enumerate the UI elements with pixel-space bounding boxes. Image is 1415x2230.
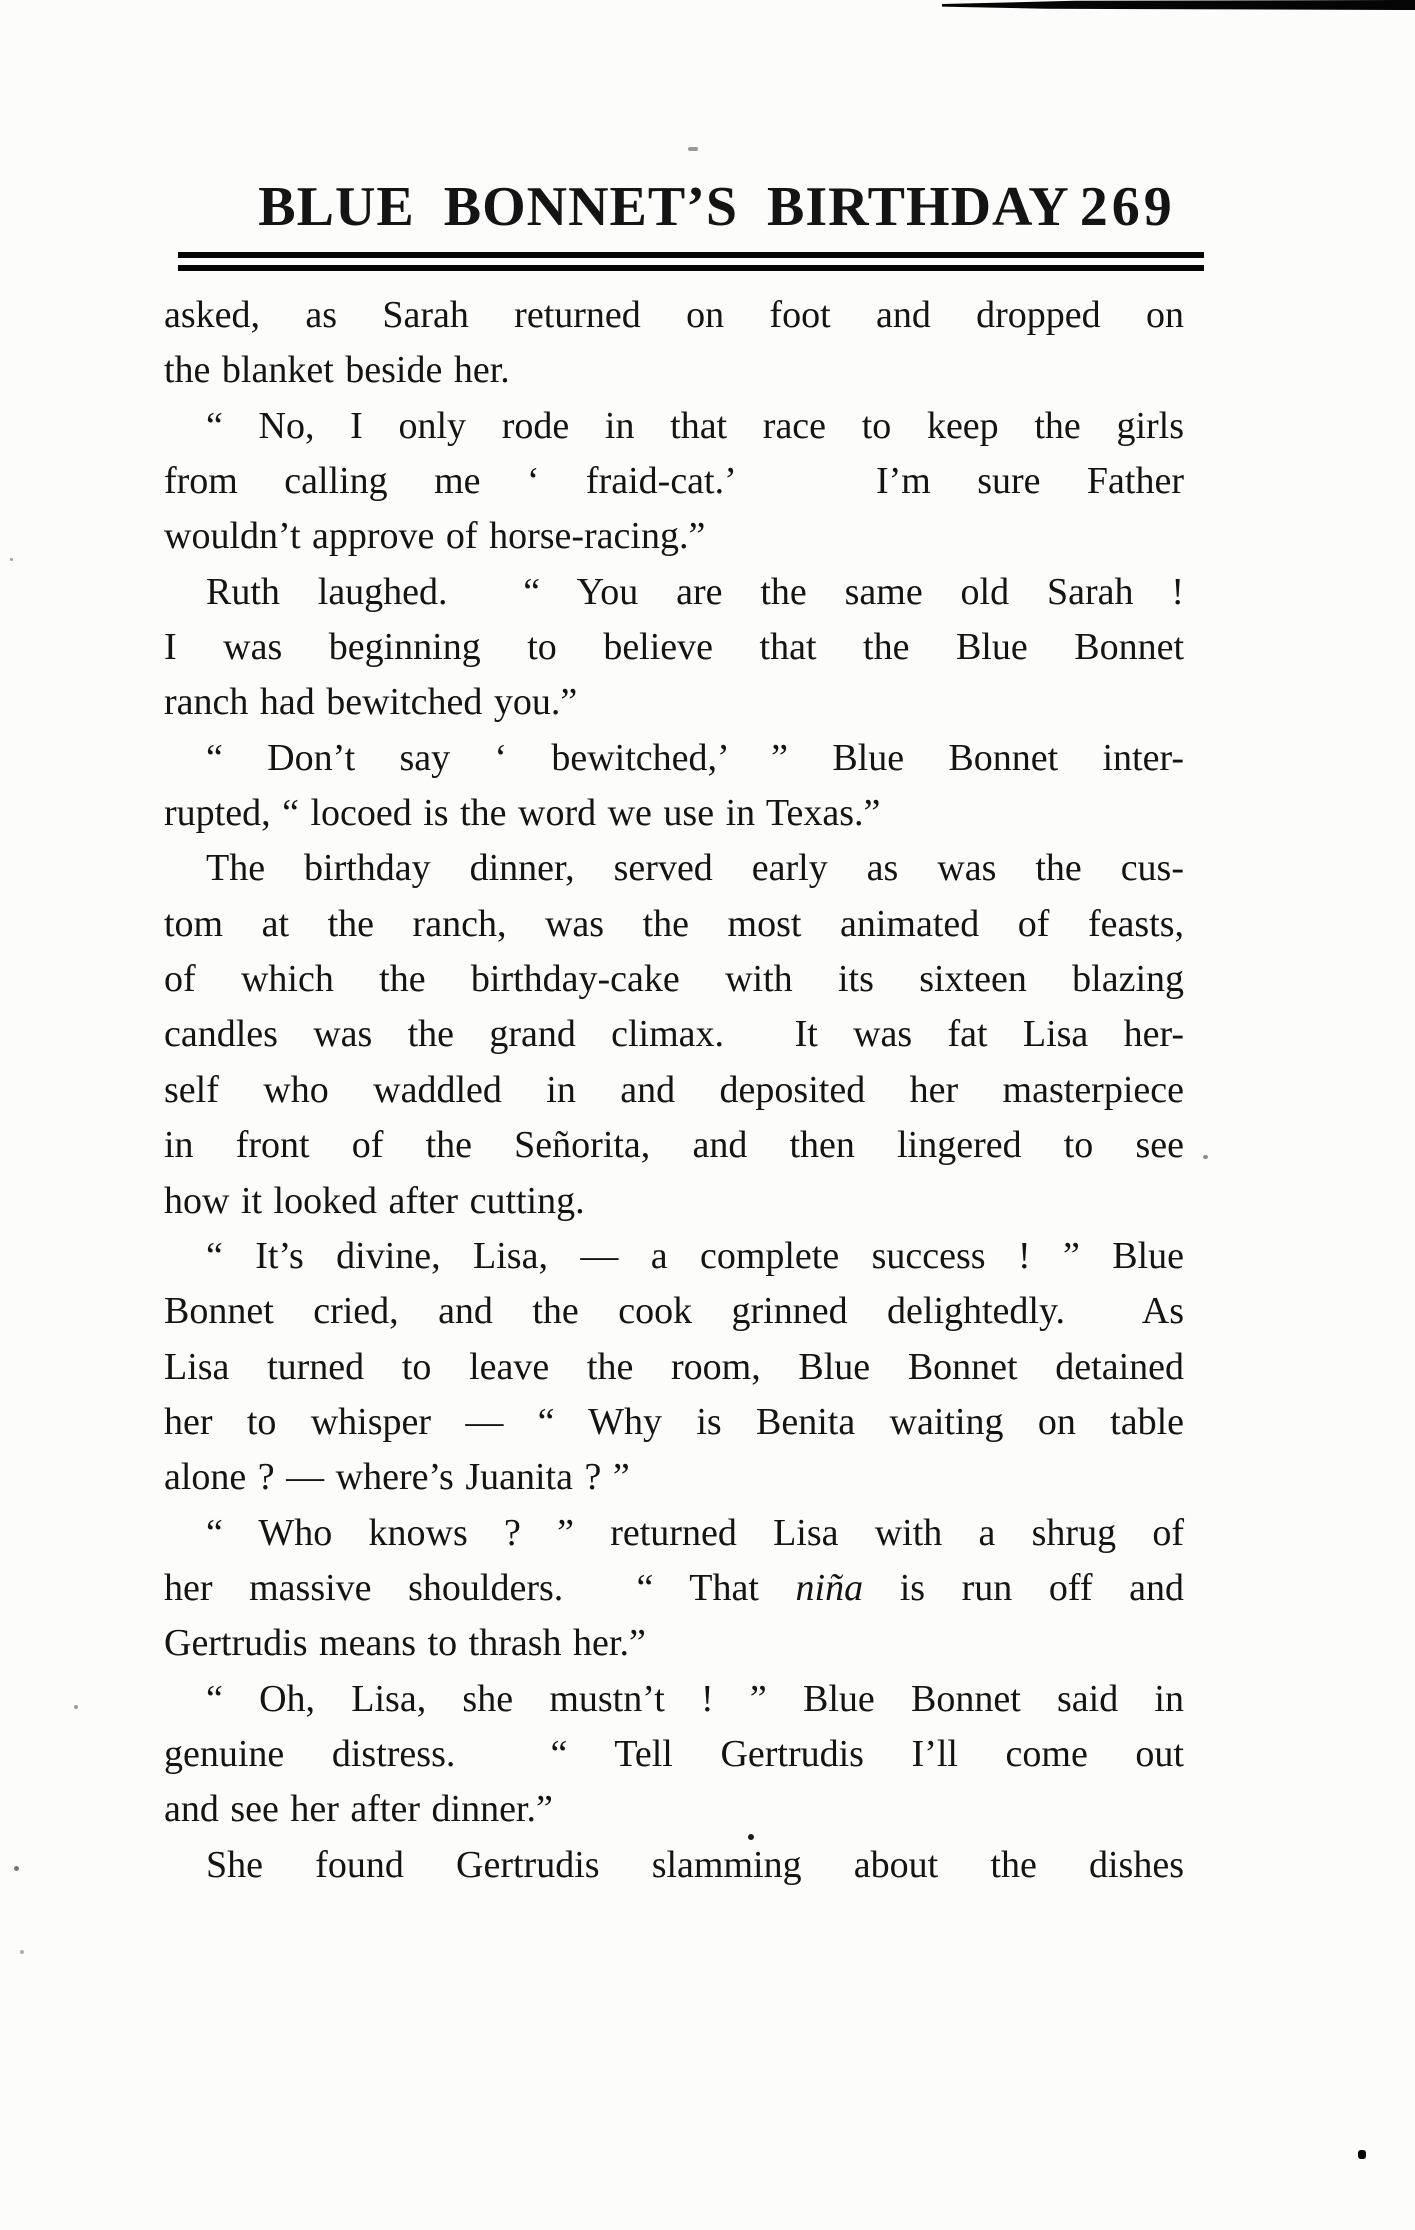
text-segment: her massive shoulders. “ That xyxy=(164,1566,796,1609)
text-line xyxy=(164,786,1184,841)
text-segment: tom at the ranch, was the most animated of feasts, xyxy=(164,902,1184,945)
text-segment: genuine distress. “ Tell Gertrudis I’ll come out xyxy=(164,1732,1184,1775)
scan-artifact-speck xyxy=(1358,2150,1366,2159)
text-segment: and see her after dinner.” xyxy=(164,1788,553,1831)
text-segment: “ Who knows ? ” returned Lisa with a shrug of xyxy=(206,1511,1184,1554)
text-line xyxy=(164,399,1184,454)
text-line xyxy=(164,1506,1184,1561)
text-segment: The birthday dinner, served early as was the cus- xyxy=(206,847,1184,890)
text-segment: Bonnet cried, and the cook grinned delightedly. As xyxy=(164,1290,1184,1333)
text-line xyxy=(164,1395,1184,1450)
text-segment: She found Gertrudis slamming about the dishes xyxy=(206,1843,1184,1886)
text-segment: is run off and xyxy=(863,1566,1184,1609)
page-number: 269 xyxy=(1079,176,1176,238)
text-line xyxy=(164,1063,1184,1118)
text-line xyxy=(164,565,1184,620)
text-segment: candles was the grand climax. It was fat Lisa her- xyxy=(164,1013,1184,1056)
text-block xyxy=(164,288,1184,1893)
text-line xyxy=(164,509,1184,564)
text-segment: ranch had bewitched you.” xyxy=(164,681,578,724)
text-segment: of which the birthday-cake with its sixteen blazing xyxy=(164,958,1184,1001)
scan-artifact-speck xyxy=(10,558,13,561)
text-segment: how it looked after cutting. xyxy=(164,1179,585,1222)
text-line xyxy=(164,1450,1184,1505)
scan-artifact-speck xyxy=(20,1950,24,1954)
scan-artifact-speck xyxy=(688,147,698,151)
text-line xyxy=(164,1229,1184,1284)
text-line xyxy=(164,343,1184,398)
scan-artifact-top-streak xyxy=(942,0,1415,10)
text-segment: alone ? — where’s Juanita ? ” xyxy=(164,1456,630,1499)
running-header xyxy=(164,176,1184,238)
text-line xyxy=(164,1561,1184,1616)
text-segment: rupted, “ locoed is the word we use in Texas.” xyxy=(164,792,881,835)
text-segment: from calling me ‘ fraid-cat.’ I’m sure Father xyxy=(164,460,1184,503)
text-line xyxy=(164,1284,1184,1339)
scan-artifact-speck xyxy=(1203,1155,1208,1159)
text-segment: the blanket beside her. xyxy=(164,349,510,392)
text-segment: I was beginning to believe that the Blue Bonnet xyxy=(164,626,1184,669)
chapter-title: BLUE BONNET’S BIRTHDAY xyxy=(258,176,1070,238)
scan-artifact-speck xyxy=(14,1866,19,1871)
text-segment: “ It’s divine, Lisa, — a complete success ! ” Blue xyxy=(206,1234,1184,1277)
text-line xyxy=(164,1340,1184,1395)
text-line xyxy=(164,454,1184,509)
text-segment: her to whisper — “ Why is Benita waiting on table xyxy=(164,1400,1184,1443)
scan-artifact-speck xyxy=(74,1705,78,1709)
italic-text: niña xyxy=(795,1566,864,1609)
text-segment: in front of the Señorita, and then lingered to see xyxy=(164,1124,1184,1167)
header-double-rule xyxy=(178,252,1204,271)
scan-artifact-speck xyxy=(748,1834,754,1840)
text-line xyxy=(164,841,1184,896)
text-line xyxy=(164,1838,1184,1893)
text-segment: Ruth laughed. “ You are the same old Sarah ! xyxy=(206,570,1184,613)
text-segment: “ Oh, Lisa, she mustn’t ! ” Blue Bonnet said in xyxy=(206,1677,1184,1720)
text-line xyxy=(164,731,1184,786)
text-line xyxy=(164,675,1184,730)
text-segment: wouldn’t approve of horse-racing.” xyxy=(164,515,706,558)
text-line xyxy=(164,1672,1184,1727)
text-line xyxy=(164,952,1184,1007)
text-line xyxy=(164,288,1184,343)
text-line xyxy=(164,1007,1184,1062)
text-segment: asked, as Sarah returned on foot and dropped on xyxy=(164,294,1184,336)
text-segment: “ Don’t say ‘ bewitched,’ ” Blue Bonnet inter- xyxy=(206,736,1184,779)
text-line xyxy=(164,1616,1184,1671)
text-segment: Lisa turned to leave the room, Blue Bonnet detained xyxy=(164,1345,1184,1388)
text-segment: “ No, I only rode in that race to keep the girls xyxy=(206,404,1184,447)
text-line xyxy=(164,1118,1184,1173)
text-line xyxy=(164,620,1184,675)
text-line xyxy=(164,1174,1184,1229)
text-line xyxy=(164,1782,1184,1837)
text-segment: Gertrudis means to thrash her.” xyxy=(164,1622,646,1665)
text-line xyxy=(164,1727,1184,1782)
text-segment: self who waddled in and deposited her masterpiece xyxy=(164,1068,1184,1111)
text-line xyxy=(164,897,1184,952)
